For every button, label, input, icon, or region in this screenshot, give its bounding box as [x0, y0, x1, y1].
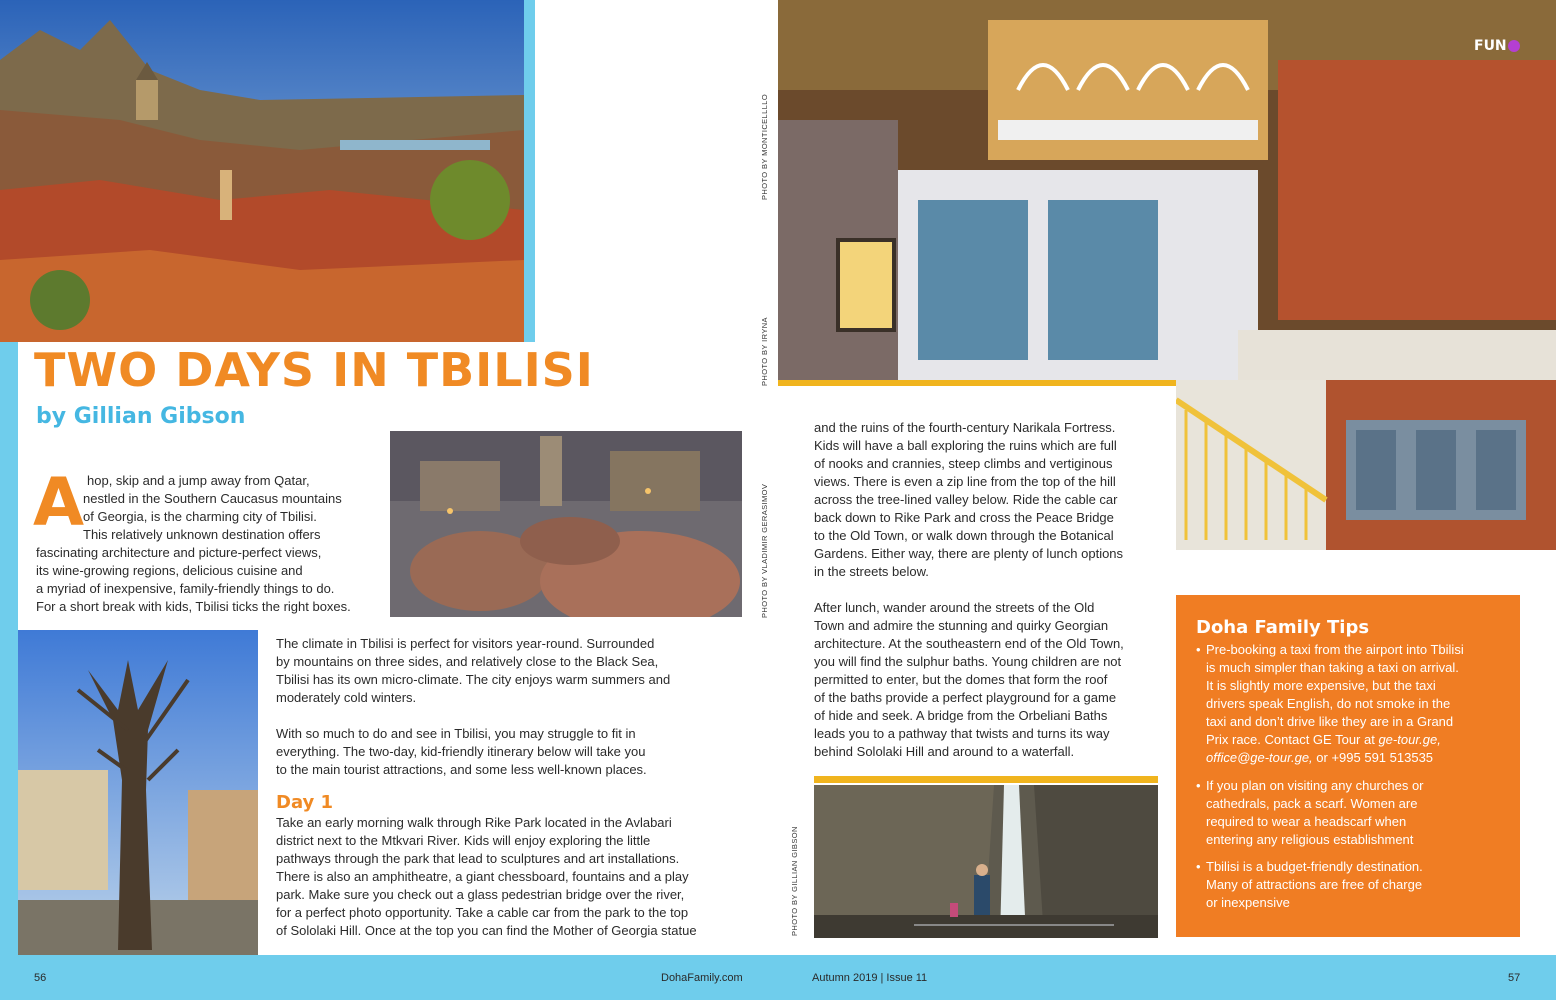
photo-credit-gerasimov: PHOTO BY VLADIMIR GERASIMOV	[760, 483, 769, 618]
tips-box	[1176, 595, 1520, 937]
waterfall-photo	[814, 785, 1158, 938]
top-photo-blue-edge	[524, 0, 535, 342]
old-town-balcony-photo	[778, 0, 1556, 380]
tip-item-scarf: • If you plan on visiting any churches or cathedrals, pack a scarf. Women are required to wear a headscarf when entering any religious establishment	[1196, 778, 1424, 847]
waterfall-photo-yellow-edge	[814, 776, 1158, 783]
ge-tour-website-link[interactable]: ge-tour.ge,	[1378, 732, 1441, 747]
tbilisi-panorama-photo	[0, 0, 524, 342]
itinerary-paragraph: With so much to do and see in Tbilisi, you may struggle to fit in everything. The two-day, kid-friendly itinerary below will take you to the main tourist attractions, and some less well-known places.	[276, 726, 647, 777]
tip-item-budget: • Tbilisi is a budget-friendly destination. Many of attractions are free of charge or inexpensive	[1196, 859, 1423, 910]
bullet-icon: •	[1196, 642, 1201, 657]
footer-issue: Autumn 2019 | Issue 11	[812, 972, 928, 984]
page-footer	[0, 955, 1556, 1000]
climate-paragraph: The climate in Tbilisi is perfect for visitors year-round. Surrounded by mountains on three sides, and relatively close to the Black Sea, Tbilisi has its own micro-climate. The city enjoys warm summers and moderately cold winters.	[276, 636, 671, 705]
tip-item-taxi: • Pre-booking a taxi from the airport into Tbilisi is much simpler than taking a taxi on arrival. It is slightly more expensive, but the taxi drivers speak English, do not smoke in the taxi and don’t drive like they are in a Grand Prix race. Contact GE Tour at ge-tour.ge, office@ge-tour.ge, or +995 591 513535	[1196, 642, 1464, 765]
page-number-left: 56	[34, 972, 47, 984]
balcony-photo-yellow-edge	[778, 380, 1176, 386]
footer-website[interactable]: DohaFamily.com	[661, 972, 743, 984]
sulphur-baths-photo	[390, 431, 742, 617]
bullet-icon: •	[1196, 778, 1201, 793]
page-number-right: 57	[1508, 972, 1521, 984]
column3-paragraph-2: After lunch, wander around the streets of the Old Town and admire the stunning and quirky Georgian architecture. At the southeastern end of the Old Town, you will find the sulphur baths. Young children are not permitted to enter, but the domes that form the roof of the baths provide a perfect playground for a game of hide and seek. A bridge from the Orbeliani Baths leads you to a pathway that twists and turns its way behind Sololaki Hill and around to a waterfall.	[814, 600, 1124, 759]
section-tag-fun: FUN	[1474, 38, 1507, 54]
photo-credit-monticellllo: PHOTO BY MONTICELLLLO	[760, 93, 769, 200]
photo-credit-iryna: PHOTO BY IRYNA	[760, 317, 769, 386]
tree-sculpture-photo	[18, 630, 258, 955]
left-blue-strip	[0, 342, 18, 955]
column3-paragraph-1: and the ruins of the fourth-century Narikala Fortress. Kids will have a ball exploring the ruins which are full of nooks and crannies, steep climbs and vertiginous views. There is even a zip line from the top of the hill across the tree-lined valley below. Ride the cable car back down to Rike Park and cross the Peace Bridge to the Old Town, or walk down through the Botanical Gardens. Either way, there are plenty of lunch options in the streets below.	[814, 420, 1124, 579]
ge-tour-email-link[interactable]: office@ge-tour.ge,	[1206, 750, 1313, 765]
bullet-icon: •	[1196, 859, 1201, 874]
day1-paragraph: Take an early morning walk through Rike Park located in the Avlabari district next to the Mtkvari River. Kids will enjoy exploring the little pathways through the park that lead to sculptures and art installations. There is also an amphitheatre, a giant chessboard, fountains and a play park. Make sure you check out a glass pedestrian bridge over the river, for a perfect photo opportunity. Take a cable car from the park to the top of Sololaki Hill. Once at the top you can find the Mother of Georgia statue	[276, 815, 697, 938]
drop-cap: A	[33, 464, 85, 541]
tips-title: Doha Family Tips	[1196, 617, 1370, 638]
staircase-photo	[1176, 380, 1556, 550]
intro-paragraph: hop, skip and a jump away from Qatar, nestled in the Southern Caucasus mountains of Georgia, is the charming city of Tbilisi. This relatively unknown destination offers fascinating architecture and picture-perfect views, its wine-growing regions, delicious cuisine and a myriad of inexpensive, family-friendly things to do. For a short break with kids, Tbilisi ticks the right boxes.	[36, 473, 351, 614]
photo-credit-gibson: PHOTO BY GILLIAN GIBSON	[790, 826, 799, 936]
section-tag-dot	[1508, 40, 1520, 52]
day1-heading: Day 1	[276, 792, 334, 813]
article-title: TWO DAYS IN TBILISI	[34, 343, 594, 397]
article-byline: by Gillian Gibson	[36, 404, 246, 429]
